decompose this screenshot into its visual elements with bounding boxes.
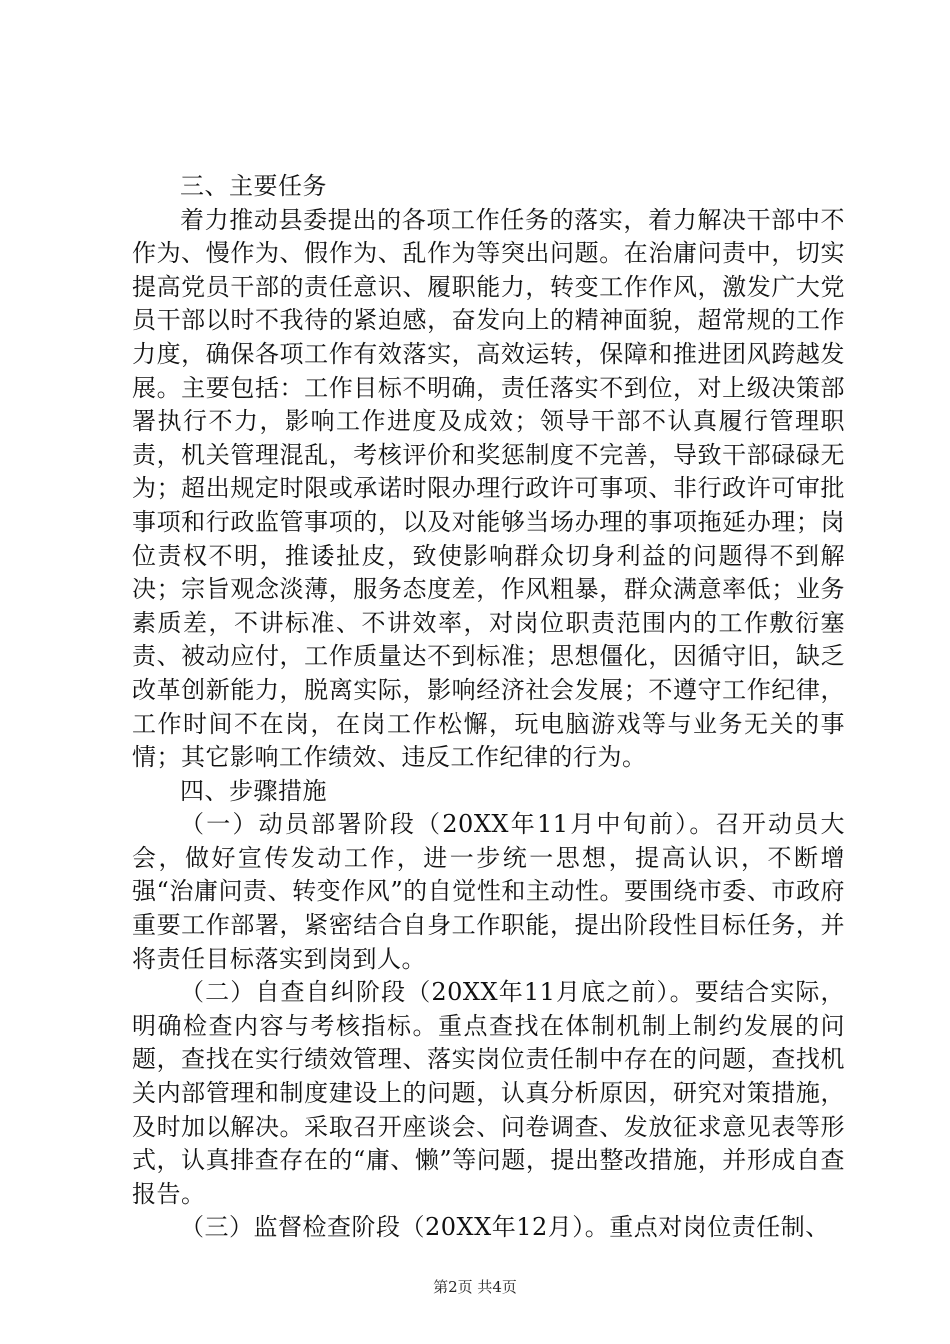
paragraph-step-mobilization: （一）动员部署阶段（20XX年11月中旬前）。召开动员大会，做好宣传发动工作，进一步统一思想，提高认识，不断增强“治庸问责、转变作风”的自觉性和主动性。要围绕市委、市政府重要工作部署，紧密结合自身工作职能，提出阶段性目标任务，并将责任目标落实到岗到人。 xyxy=(132,810,845,973)
section-heading-main-tasks: 三、主要任务 xyxy=(180,172,327,200)
paragraph-step-self-inspection: （二）自查自纠阶段（20XX年11月底之前）。要结合实际，明确检查内容与考核指标。重点查找在体制机制上制约发展的问题，查找在实行绩效管理、落实岗位责任制中存在的问题，查找机关内部管理和制度建设上的问题，认真分析原因，研究对策措施，及时加以解决。采取召开座谈会、问卷调查、发放征求意见表等形式，认真排查存在的“庸、懒”等问题，提出整改措施，并形成自查报告。 xyxy=(132,978,845,1208)
section-heading-steps: 四、步骤措施 xyxy=(180,776,327,805)
document-body xyxy=(132,170,845,1245)
paragraph-step-supervision: （三）监督检查阶段（20XX年12月）。重点对岗位责任制、 xyxy=(180,1213,830,1242)
page-footer: 第2页 共4页 xyxy=(433,1278,517,1296)
paragraph-main-tasks: 着力推动县委提出的各项工作任务的落实，着力解决干部中不作为、慢作为、假作为、乱作为等突出问题。在治庸问责中，切实提高党员干部的责任意识、履职能力，转变工作作风，激发广大党员干部以时不我待的紧迫感，奋发向上的精神面貌，超常规的工作力度，确保各项工作有效落实，高效运转，保障和推进团风跨越发展。主要包括：工作目标不明确，责任落实不到位，对上级决策部署执行不力，影响工作进度及成效；领导干部不认真履行管理职责，机关管理混乱，考核评价和奖惩制度不完善，导致干部碌碌无为；超出规定时限或承诺时限办理行政许可事项、非行政许可审批事项和行政监管事项的，以及对能够当场办理的事项拖延办理；岗位责权不明，推诿扯皮，致使影响群众切身利益的问题得不到解决；宗旨观念淡薄，服务态度差，作风粗暴，群众满意率低；业务素质差，不讲标准、不讲效率，对岗位职责范围内的工作敷衍塞责、被动应付，工作质量达不到标准；思想僵化，因循守旧，缺乏改革创新能力，脱离实际，影响经济社会发展；不遵守工作纪律，工作时间不在岗，在岗工作松懈，玩电脑游戏等与业务无关的事情；其它影响工作绩效、违反工作纪律的行为。 xyxy=(132,205,845,772)
